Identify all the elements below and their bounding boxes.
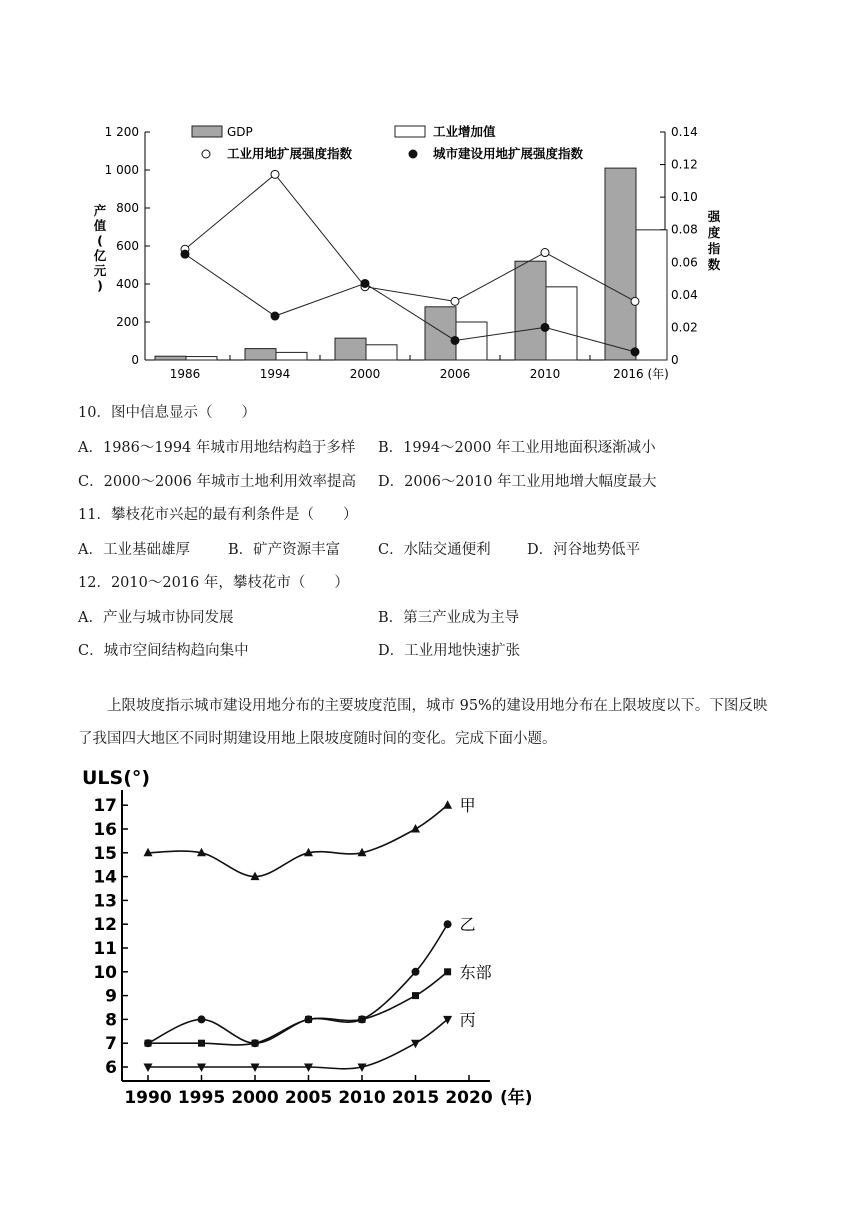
series-line-jia <box>148 805 448 876</box>
industry-value-bar <box>186 357 217 360</box>
series-point-yi <box>412 968 420 976</box>
left-axis-label: 元 <box>93 263 107 278</box>
series-label-east: 东部 <box>459 962 492 982</box>
series-line-east <box>148 972 448 1045</box>
question-12-stem: 12．2010～2016 年，攀枝花市（ ） <box>78 575 349 591</box>
gdp-bar <box>155 356 186 360</box>
right-tick-label: 0.14 <box>671 125 698 139</box>
series-point-east <box>359 1016 366 1023</box>
question-12-option-d: D．工业用地快速扩张 <box>378 643 521 659</box>
left-tick-label: 800 <box>116 201 139 215</box>
left-axis-label: 值 <box>93 218 107 233</box>
left-tick-label: 0 <box>131 353 139 367</box>
industrial-land-index-point <box>271 170 279 178</box>
legend-industrial-land-marker <box>202 150 210 158</box>
y-tick-label: 8 <box>105 1010 117 1031</box>
industry-value-bar <box>456 322 487 360</box>
passage-paragraph: 上限坡度指示城市建设用地分布的主要坡度范围，城市 95%的建设用地分布在上限坡度以下。下图反映了我国四大地区不同时期建设用地上限坡度随时间的变化。完成下面小题。 <box>78 698 768 747</box>
series-point-bing <box>443 1016 452 1025</box>
question-10-option-b: B．1994～2000 年工业用地面积逐渐减小 <box>378 440 656 456</box>
y-tick-label: 10 <box>93 962 117 983</box>
industry-value-bar <box>546 287 577 360</box>
question-10-stem: 10．图中信息显示（ ） <box>78 405 256 421</box>
series-label-jia: 甲 <box>459 796 476 816</box>
series-point-east <box>305 1016 312 1023</box>
question-10-option-c: C．2000～2006 年城市土地利用效率提高 <box>78 474 357 490</box>
series-point-east <box>252 1040 259 1047</box>
series-line-yi <box>148 924 448 1043</box>
y-tick-label: 14 <box>93 867 117 888</box>
right-axis-label: 指 <box>707 241 720 256</box>
urban-land-index-point <box>451 336 459 344</box>
x-axis-label: (年) <box>500 1088 533 1108</box>
y-tick-label: 11 <box>93 939 117 959</box>
y-tick-label: 6 <box>105 1058 117 1078</box>
series-label-yi: 乙 <box>459 915 476 935</box>
right-tick-label: 0.06 <box>671 255 698 270</box>
x-tick-label: 2006 <box>439 367 471 381</box>
x-tick-label: 2016 (年) <box>613 367 669 381</box>
legend-gdp-swatch <box>192 126 222 137</box>
industry-value-bar <box>636 230 667 360</box>
gdp-bar <box>605 168 636 360</box>
question-10-option-d: D．2006～2010 年工业用地增大幅度最大 <box>378 474 657 490</box>
industrial-land-index-point <box>451 297 459 305</box>
right-axis-label: 数 <box>707 257 720 272</box>
right-axis-label: 强 <box>707 209 720 224</box>
x-tick-label: 2010 <box>529 367 561 381</box>
legend-industry-value-label: 工业增加值 <box>433 124 496 139</box>
legend-industry-value-swatch <box>395 126 425 137</box>
series-point-east <box>198 1040 205 1047</box>
series-line-bing <box>148 1019 448 1068</box>
series-point-east <box>145 1040 152 1047</box>
right-tick-label: 0.10 <box>671 190 698 205</box>
right-tick-label: 0.02 <box>671 320 698 335</box>
question-11-option-a: A．工业基础雄厚 <box>78 542 190 558</box>
left-tick-label: 200 <box>116 315 139 329</box>
urban-land-index-point <box>271 312 279 320</box>
gdp-bar <box>245 349 276 360</box>
question-12-option-b: B．第三产业成为主导 <box>378 610 520 626</box>
y-tick-label: 16 <box>93 820 117 840</box>
y-tick-label: 7 <box>105 1034 117 1055</box>
y-tick-label: 9 <box>105 986 117 1007</box>
series-point-east <box>444 968 451 975</box>
right-tick-label: 0 <box>671 353 679 367</box>
urban-land-index-point <box>181 250 189 258</box>
series-point-yi <box>444 920 452 928</box>
y-tick-label: 12 <box>93 915 117 936</box>
y-tick-label: 15 <box>93 843 117 864</box>
right-tick-label: 0.12 <box>671 157 698 172</box>
question-11-option-b: B．矿产资源丰富 <box>228 542 341 558</box>
y-tick-label: 13 <box>93 891 117 912</box>
industrial-land-index-line <box>185 174 635 301</box>
urban-land-index-point <box>631 348 639 356</box>
left-axis-label: 亿 <box>93 248 107 263</box>
legend-industrial-land-label: 工业用地扩展强度指数 <box>227 146 353 161</box>
gdp-bar <box>425 307 456 360</box>
industrial-land-index-point <box>631 297 639 305</box>
x-tick-label: 1995 <box>177 1088 226 1108</box>
gdp-bar <box>515 261 546 360</box>
y-tick-label: 17 <box>93 796 117 817</box>
x-tick-label: 1994 <box>259 367 291 381</box>
x-tick-label: 1986 <box>169 367 201 381</box>
x-tick-label: 1990 <box>124 1088 172 1108</box>
series-point-yi <box>198 1015 206 1023</box>
question-12-option-a: A．产业与城市协同发展 <box>78 610 234 626</box>
x-tick-label: 2020 <box>445 1088 493 1108</box>
x-tick-label: 2015 <box>391 1088 440 1108</box>
question-12-option-c: C．城市空间结构趋向集中 <box>78 643 249 659</box>
question-11-stem: 11．攀枝花市兴起的最有利条件是（ ） <box>78 507 358 523</box>
industry-value-bar <box>366 345 397 360</box>
left-tick-label: 600 <box>116 239 139 253</box>
series-point-east <box>412 992 419 999</box>
series-label-bing: 丙 <box>459 1010 476 1030</box>
left-axis-label: 产 <box>93 203 107 218</box>
question-11-option-d: D．河谷地势低平 <box>527 542 641 558</box>
right-tick-label: 0.08 <box>671 222 698 237</box>
y-axis-label: ULS(°) <box>82 767 151 789</box>
left-axis-label: ( <box>97 233 103 248</box>
x-tick-label: 2000 <box>231 1088 279 1108</box>
gdp-bar <box>335 338 366 360</box>
legend-gdp-label: GDP <box>227 125 253 139</box>
output-value-chart <box>80 118 720 388</box>
uls-slope-chart <box>80 760 560 1110</box>
industrial-land-index-point <box>541 249 549 257</box>
x-tick-label: 2010 <box>338 1088 386 1108</box>
x-tick-label: 2005 <box>284 1088 333 1108</box>
question-11-option-c: C．水陆交通便利 <box>378 542 491 558</box>
series-point-bing <box>411 1040 420 1049</box>
x-tick-label: 2000 <box>349 367 381 381</box>
legend-urban-land-label: 城市建设用地扩展强度指数 <box>433 146 584 161</box>
left-tick-label: 400 <box>116 277 139 291</box>
series-point-jia <box>443 800 452 809</box>
left-tick-label: 1 200 <box>104 125 139 139</box>
industry-value-bar <box>276 352 307 360</box>
right-tick-label: 0.04 <box>671 287 698 302</box>
left-axis-label: ) <box>97 278 103 293</box>
urban-land-index-point <box>361 279 369 287</box>
series-point-jia <box>411 824 420 833</box>
urban-land-index-point <box>541 323 549 331</box>
right-axis-label: 度 <box>707 225 720 240</box>
legend-urban-land-marker <box>409 150 417 158</box>
question-10-option-a: A．1986～1994 年城市用地结构趋于多样 <box>78 440 356 456</box>
left-tick-label: 1 000 <box>104 163 139 177</box>
